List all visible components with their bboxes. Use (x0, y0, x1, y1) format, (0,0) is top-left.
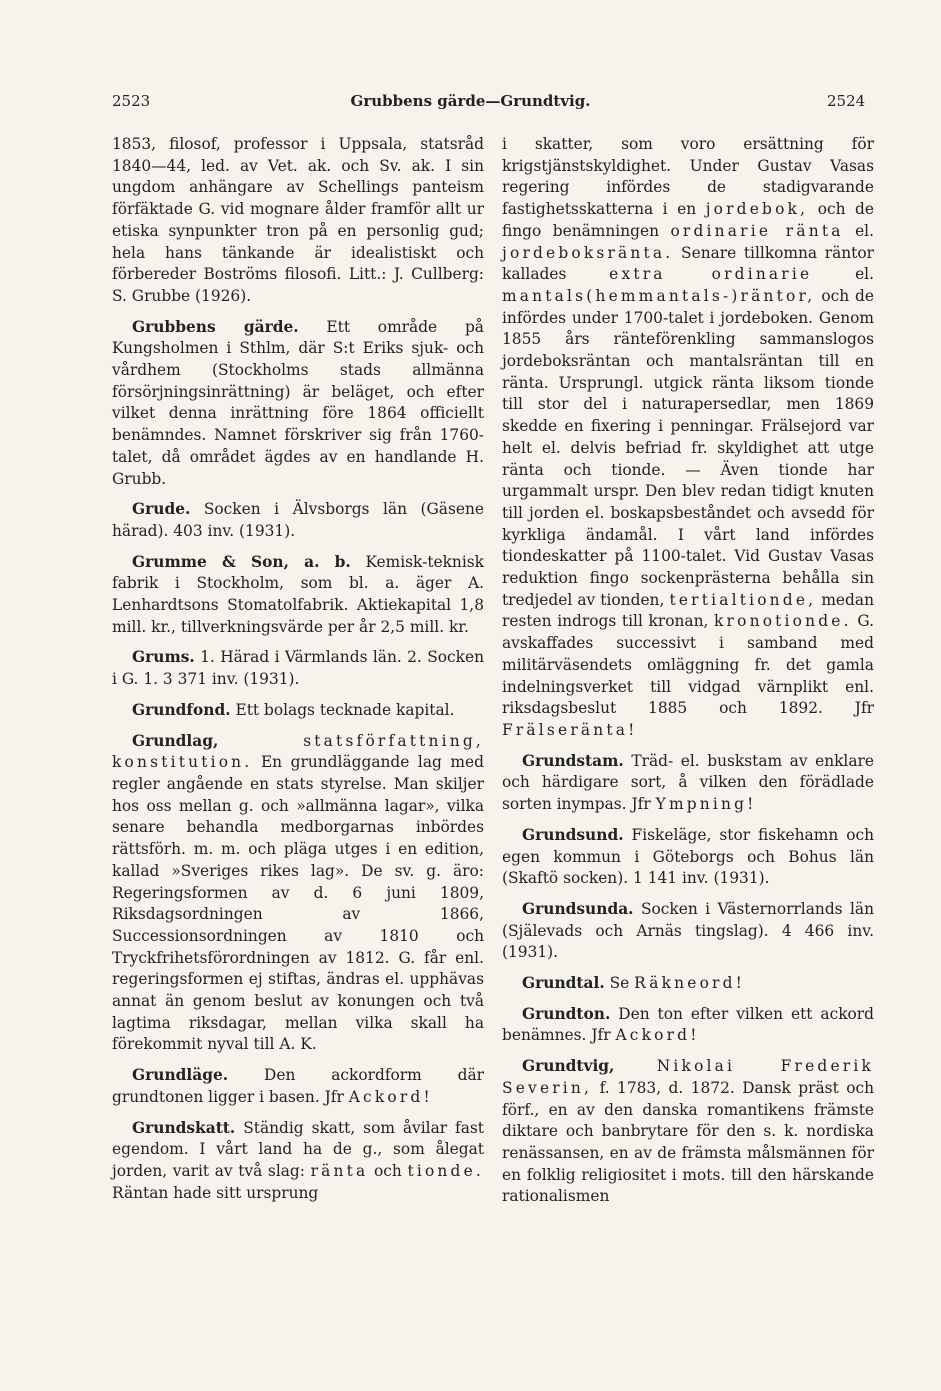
entry-grundtvig (502, 1056, 874, 1208)
entry-text: Den ackordform där grundtonen ligger i basen. Jfr (112, 1066, 484, 1106)
spaced-term: mantals(hemmantals-)räntor, (502, 286, 816, 305)
entry-grubbe-continued (112, 134, 484, 308)
entry-text: G. avskaffades successivt i samband med militärväsendets omläggning fr. det gamla indelningsverket till vidgad värnplikt enl. riksdagsbeslut 1885 och 1892. Jfr (502, 612, 874, 718)
right-column (502, 134, 874, 1217)
entry-grubbens-garde (112, 317, 484, 491)
entry-text: En grundläggande lag med regler angående en stats styrelse. Man skiljer hos oss mellan g. och »allmänna lagar», vilka senare behandla medborgarnas inbördes rättsförh. m. m. och pläga utges i en edition, kallad »Sveriges rikes lag». De sv. g. äro: Regeringsformen av d. 6 juni 1809, Riksdagsordningen av 1866, Successionsordningen av 1810 och Tryckfrihetsförordningen av 1812. G. får enl. regeringsformen ej stiftas, ändras el. upphävas annat än genom beslut av konungen och två lagtima riksdagar, mellan vilka skall ha förekommit nyval till A. K. (112, 753, 484, 1054)
spaced-term: jordeboksränta. (502, 243, 674, 262)
entry-text: Ett område på Kungsholmen i Sthlm, där S:t Eriks sjuk- och vårdhem (Stockholms stads allmänna försörjningsinrättning) är beläget, och efter vilket denna inrättning före 1864 officiellt benämndes. Namnet förskriver sig från 1760-talet, då området ägdes av en handlande H. Grubb. (112, 317, 484, 488)
entry-text: och de fingo benämningen (502, 200, 874, 240)
entry-text: Fiskeläge, stor fiskehamn och egen kommun i Göteborgs och Bohus län (Skaftö socken). 1 141 inv. (1931). (502, 825, 874, 888)
entry-headword: Grude. (132, 500, 191, 519)
page-header (0, 92, 941, 116)
spaced-term: statsförfattning, (218, 731, 484, 750)
spaced-term: Räkneord! (634, 974, 746, 993)
entry-headword: Grundton. (522, 1004, 611, 1023)
entry-headword: Grums. (132, 648, 195, 667)
spaced-term: jordebok, (705, 200, 809, 219)
entry-text: Ett bolags tecknade kapital. (230, 700, 455, 719)
entry-text: el. (843, 221, 874, 240)
entry-grundlage (112, 1065, 484, 1108)
spaced-term: Ackord! (348, 1087, 433, 1106)
entry-text: Träd- el. buskstam av enklare och härdigare sort, å vilken den förädlade sorten inympas. Jfr (502, 751, 874, 814)
entry-text: Senare tillkomna räntor kallades (502, 243, 874, 284)
entry-text: Socken i Västernorrlands län (Själevads och Arnäs tingslag). 4 466 inv. (1931). (502, 899, 874, 962)
entry-text: Socken i Älvsborgs län (Gäsene härad). 403 inv. (1931). (112, 500, 484, 540)
spaced-term: ränta (310, 1161, 369, 1180)
entry-grundsunda (502, 899, 874, 964)
entry-grundstam (502, 751, 874, 816)
entry-text: medan resten indrogs till kronan, (502, 590, 874, 631)
left-column (112, 134, 484, 1213)
entry-text: Den ton efter vilken ett ackord benämnes. Jfr (502, 1004, 874, 1045)
entry-headword: Grundsund. (522, 825, 624, 844)
entry-text: och de infördes under 1700-talet i jordeboken. Genom 1855 års ränteförenkling sammanslogos jordeboksräntan och mantalsräntan till en ränta. Ursprungl. utgick ränta liksom tionde till stor del i naturapersedlar, men 1869 skedde en fixering i penningar. Frälsejord var helt el. delvis befriad fr. skyldighet att utge ränta och tionde. — Även tionde har urgammalt urspr. Den blev redan tidigt knuten till jorden el. boskapsbeståndet och avsedd för kyrkliga ändamål. I vårt land infördes tiondeskatter på 1100-talet. Vid Gustav Vasas reduktion fingo sockenprästerna behålla sin tredjedel av tionden, (502, 286, 874, 609)
spaced-term: extra ordinarie (609, 265, 813, 284)
entry-grundfond (112, 700, 484, 722)
page-number-right: 2524 (827, 92, 866, 110)
spaced-term: tionde. (407, 1161, 484, 1180)
entry-headword: Grundtvig, (522, 1057, 615, 1076)
spaced-term: konstitution. (112, 753, 253, 772)
entry-text: och (368, 1161, 408, 1180)
entry-text: Räntan hade sitt ursprung (112, 1183, 319, 1202)
entry-text: i skatter, som voro ersättning för krigstjänstskyldighet. Under Gustav Vasas regering infördes de stadigvarande fastighetsskatterna i en (502, 135, 874, 219)
entry-grundton (502, 1004, 874, 1047)
entry-headword: Grubbens gärde. (132, 317, 299, 336)
entry-text (614, 1057, 656, 1075)
spaced-term: Frälseränta! (502, 720, 638, 739)
page-number-left: 2523 (112, 92, 151, 110)
spaced-term: kronotionde. (714, 612, 852, 631)
entry-text: Kemisk-teknisk fabrik i Stockholm, som bl. a. äger A. Lenhardtsons Stomatolfabrik. Aktiekapital 1,8 mill. kr., tillverkningsvärde per år 2,5 mill. kr. (112, 552, 484, 636)
entry-text: 1853, filosof, professor i Uppsala, statsråd 1840—44, led. av Vet. ak. och Sv. ak. I sin ungdom anhängare av Schellings panteism förfäktade G. vid mognare ålder framför allt ur etiska synpunkter tron på en personlig gud; hela hans tänkande är idealistiskt och förbereder Boströms filosofi. Litt.: J. Cullberg: S. Grubbe (1926). (112, 135, 484, 305)
entry-text: el. (812, 265, 874, 284)
entry-headword: Grundläge. (132, 1066, 229, 1085)
entry-grude (112, 499, 484, 542)
entry-grundlag (112, 731, 484, 1057)
entry-grumme-son (112, 552, 484, 639)
running-title: Grubbens gärde—Grundtvig. (350, 92, 591, 110)
entry-text: Ständig skatt, som åvilar fast egendom. I vårt land ha de g., som ålegat jorden, varit av två slag: (112, 1118, 484, 1180)
entry-headword: Grundstam. (522, 751, 624, 770)
spaced-term: Ympning! (655, 795, 757, 814)
entry-text: 1. Härad i Värmlands län. 2. Socken i G. 1. 3 371 inv. (1931). (112, 648, 484, 689)
entry-grundsund (502, 825, 874, 890)
entry-grundskatt-continued (502, 134, 874, 742)
entry-headword: Grundsunda. (522, 899, 634, 918)
entry-headword: Grumme & Son, a. b. (132, 552, 351, 571)
spaced-term: Ackord! (615, 1026, 700, 1045)
entry-headword: Grundlag, (132, 731, 219, 750)
entry-text: Se (604, 974, 635, 993)
entry-headword: Grundtal. (522, 974, 605, 993)
entry-text: f. 1783, d. 1872. Dansk präst och förf., en av den danska romantikens främste diktare och banbrytare för den s. k. nordiska renässansen, en av de främsta målsmännen för en folklig religiositet i mots. till den härskande rationalismen (502, 1078, 874, 1206)
entry-grundskatt (112, 1118, 484, 1205)
spaced-term: ordinarie ränta (670, 221, 844, 240)
spaced-term: tertialtionde, (669, 590, 817, 609)
entry-headword: Grundfond. (132, 700, 231, 719)
entry-headword: Grundskatt. (132, 1118, 236, 1137)
spaced-term: Nikolai Frederik Severin, (502, 1057, 874, 1097)
entry-grums (112, 647, 484, 690)
entry-grundtal (502, 973, 874, 995)
